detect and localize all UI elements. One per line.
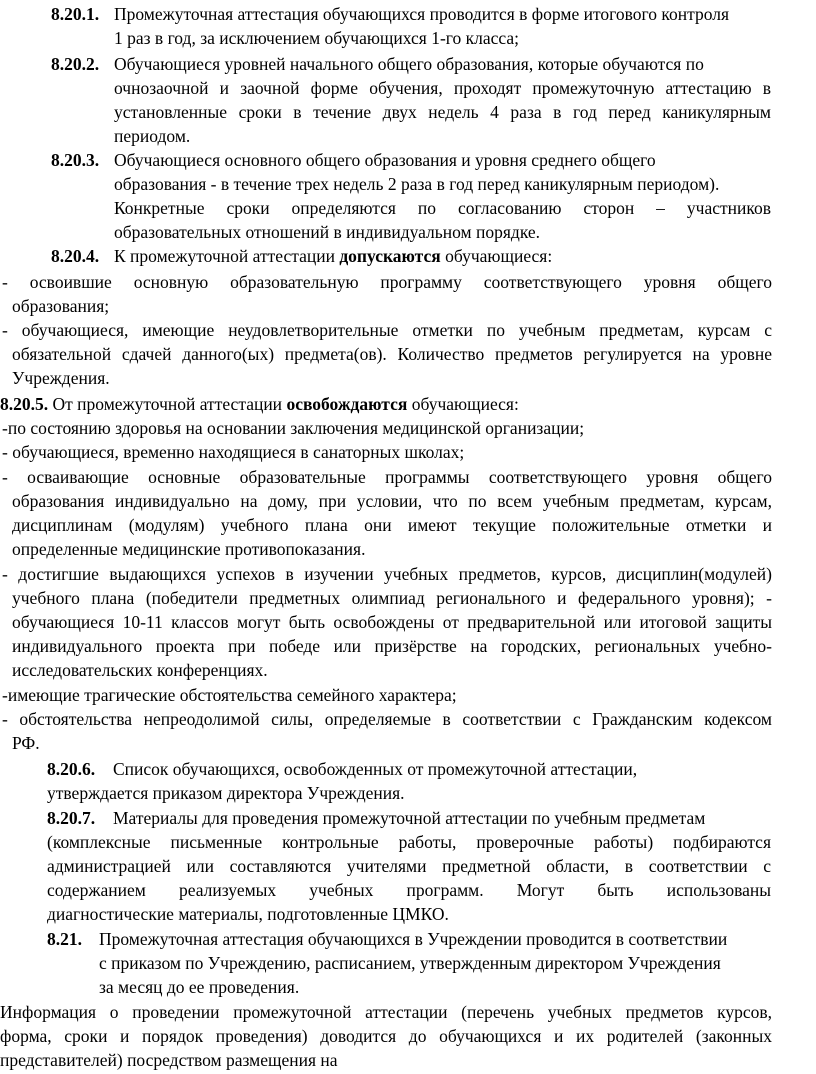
section-number: 8.20.3. — [51, 150, 100, 170]
paragraph-text: Обучающиеся основного общего образования и уровня среднего общего — [114, 150, 656, 170]
info-paragraph-line: представителей) посредством размещения на — [0, 1050, 338, 1070]
paragraph-8-20-5 — [0, 392, 519, 416]
paragraph-8-20-3 — [51, 148, 771, 172]
paragraph-line: образования - в течение трех недель 2 раза в год перед каникулярным периодом). — [114, 174, 720, 194]
paragraph-text: обучающиеся: — [440, 246, 553, 266]
section-number: 8.20.6. — [47, 759, 96, 779]
paragraph-line: Конкретные сроки определяются по согласованию сторон – участников — [114, 198, 771, 218]
emphasis-text: допускаются — [339, 246, 441, 266]
paragraph-8-20-6 — [47, 757, 771, 781]
paragraph-line: 1 раз в год, за исключением обучающихся 1-го класса; — [114, 28, 520, 48]
list-item: - обстоятельства непреодолимой силы, определяемые в соответствии с Гражданским кодексом — [2, 709, 772, 729]
paragraph-text: Промежуточная аттестация обучающихся в Учреждении проводится в соответствии — [99, 929, 728, 949]
paragraph-line: периодом. — [114, 126, 191, 146]
paragraph-line: установленные сроки в течение двух недель 4 раза в год перед каникулярным — [114, 102, 771, 122]
list-item-continuation: дисциплинам (модулям) учебного плана они имеют текущие положительные отметки и — [12, 515, 772, 535]
list-item-continuation: учебного плана (победители предметных олимпиад регионального и федерального уровня); - — [12, 588, 772, 608]
list-item: - достигшие выдающихся успехов в изучении учебных предметов, курсов, дисциплин(модулей) — [2, 564, 772, 584]
list-item-continuation: образования; — [12, 296, 110, 316]
list-item-continuation: исследовательских конференциях. — [12, 660, 268, 680]
list-item: - освоившие основную образовательную программу соответствующего уровня общего — [2, 272, 772, 292]
list-item-continuation: Учреждения. — [12, 368, 110, 388]
list-item-continuation: индивидуального проекта при победе или призёрстве на городских, региональных учебно- — [12, 636, 772, 656]
paragraph-8-20-7 — [47, 806, 771, 830]
paragraph-text: Обучающиеся уровней начального общего образования, которые обучаются по — [114, 54, 704, 74]
paragraph-line: администрацией или составляются учителями предметной области, в соответствии с — [47, 856, 771, 876]
list-item: -по состоянию здоровья на основании заключения медицинской организации; — [2, 418, 585, 438]
section-number: 8.20.4. — [51, 246, 100, 266]
paragraph-text: Материалы для проведения промежуточной аттестации по учебным предметам — [113, 808, 706, 828]
paragraph-text: Промежуточная аттестация обучающихся проводится в форме итогового контроля — [114, 4, 730, 24]
paragraph-text: К промежуточной аттестации — [114, 246, 340, 266]
list-item: - обучающиеся, имеющие неудовлетворительные отметки по учебным предметам, курсам с — [2, 320, 772, 340]
section-number: 8.21. — [47, 929, 82, 949]
paragraph-8-21 — [47, 927, 771, 951]
paragraph-line: с приказом по Учреждению, расписанием, утвержденным директором Учреждения — [99, 953, 721, 973]
list-item-continuation: РФ. — [12, 733, 40, 753]
list-item-continuation: обязательной сдачей данного(ых) предмета(ов). Количество предметов регулируется на уровне — [12, 344, 772, 364]
paragraph-line: диагностические материалы, подготовленные ЦМКО. — [47, 904, 449, 924]
list-item: - осваивающие основные образовательные программы соответствующего уровня общего — [2, 467, 772, 487]
list-item: - обучающиеся, временно находящиеся в санаторных школах; — [2, 442, 465, 462]
emphasis-text: освобождаются — [286, 394, 408, 414]
paragraph-line: образовательных отношений в индивидуальном порядке. — [114, 222, 541, 242]
paragraph-line: очнозаочной и заочной форме обучения, проходят промежуточную аттестацию в — [114, 78, 771, 98]
info-paragraph-line: Информация о проведении промежуточной аттестации (перечень учебных предметов курсов, — [0, 1002, 772, 1022]
section-number: 8.20.1. — [51, 4, 100, 24]
paragraph-text: От промежуточной аттестации — [48, 394, 287, 414]
info-paragraph-line: форма, сроки и порядок проведения) доводится до обучающихся и их родителей (законных — [0, 1026, 772, 1046]
paragraph-text: Список обучающихся, освобожденных от промежуточной аттестации, — [113, 759, 638, 779]
list-item-continuation: обучающиеся 10-11 классов могут быть освобождены от предварительной или итоговой защиты — [12, 612, 772, 632]
section-number: 8.20.5. — [0, 394, 49, 414]
list-item-continuation: образования индивидуально на дому, при условии, что по всем учебным предметам, курсам, — [12, 491, 772, 511]
list-item-continuation: определенные медицинские противопоказания. — [12, 539, 366, 559]
section-number: 8.20.7. — [47, 808, 96, 828]
paragraph-8-20-4 — [51, 244, 552, 268]
section-number: 8.20.2. — [51, 54, 100, 74]
paragraph-text: обучающиеся: — [407, 394, 519, 414]
paragraph-line: содержанием реализуемых учебных программ. Могут быть использованы — [47, 880, 771, 900]
list-item: -имеющие трагические обстоятельства семейного характера; — [2, 685, 457, 705]
paragraph-8-20-2 — [51, 52, 771, 76]
paragraph-line: (комплексные письменные контрольные работы, проверочные работы) подбираются — [47, 832, 771, 852]
paragraph-line: за месяц до ее проведения. — [99, 977, 300, 997]
paragraph-8-20-1 — [51, 2, 771, 26]
paragraph-line: утверждается приказом директора Учреждения. — [47, 783, 405, 803]
